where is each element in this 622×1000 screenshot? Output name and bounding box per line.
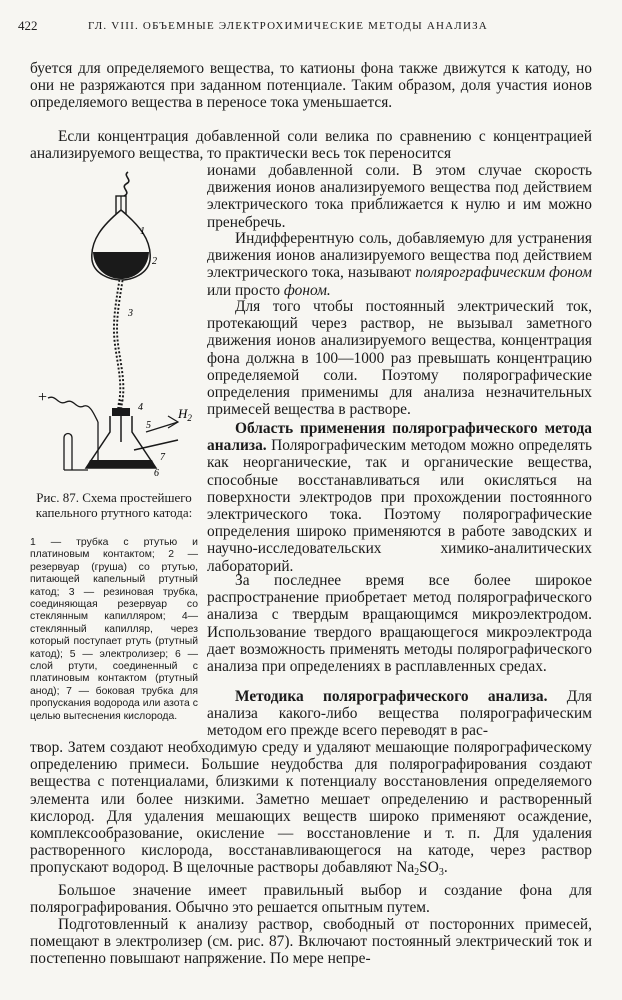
paragraph-concentration-col: ионами добавленной соли. В этом случае скорость движения ионов анализируемого вещества под действием электрического тока приближается к нулю и им можно пренебречь. (207, 162, 592, 231)
paragraph-indifferent-salt (207, 230, 592, 299)
paragraph-concentration: Если концентрация добавленной соли велика по сравнению с концентрацией анализируемого вещества, то практически весь ток переносится (30, 128, 592, 163)
stopper (112, 408, 130, 416)
page-header (18, 18, 604, 38)
h2-label (177, 406, 192, 423)
paragraph-prepared-solution: Подготовленный к анализу раствор, свободный от посторонних примесей, помещают в электролизер (см. рис. 87). Включают постоянный электрический ток и постепенно повышают напряжение. По мере непре- (30, 916, 592, 968)
figure-label-1: 1 (140, 226, 145, 237)
figure-label-5: 5 (146, 420, 151, 431)
paragraph-rotating-electrode: За последнее время все более широкое распространение приобретает метод полярографического анализа с твердым вращающимся микроэлектродом. Использование твердого вращающегося микроэлектрода дает возможность применять методы полярографического анализа при определениях в расплавленных средах. (207, 572, 592, 676)
figure-label-2: 2 (152, 256, 157, 267)
mercury-cathode-figure (28, 170, 200, 490)
figure-label-7: 7 (160, 452, 165, 463)
indifferent-mid: или просто (207, 281, 281, 299)
paragraph-application (207, 420, 592, 575)
term-polarographic-background: полярографическим фоном (415, 264, 592, 282)
h2-subscript: 2 (187, 413, 192, 423)
paragraph-background-choice: Большое значение имеет правильный выбор и создание фона для полярографирования. Обычно это решается опытным путем. (30, 882, 592, 917)
formula-sub-3: 3 (438, 867, 444, 879)
formula-so: SO (419, 859, 439, 877)
paragraph-concentration-ratio: Для того чтобы постоянный электрический ток, протекающий через раствор, не вызывал заметного движения ионов анализируемого вещества, концентрация фона должна в 100—1000 раз превышать концентрацию определяемой соли. Поэтому полярографические определения применимы для анализа незначительных примесей вещества в растворе. (207, 298, 592, 419)
figure-legend: 1 — трубка с ртутью и платиновым контактом; 2 — резервуар (груша) со ртутью, питающей капельный ртутный катод; 3 — резиновая трубка, соединяющая резервуар со стеклянным капилляром; 4—стеклянный капилляр, через который поступает ртуть (ртутный катод); 5 — электролизер; 6 — слой ртути, соединенный с платиновым контактом (ртутный анод); 7 — боковая трубка для пропускания водорода или азота с целью вытеснения кислорода. (30, 537, 198, 722)
heading-application: Область применения полярографического метода анализа. (207, 420, 592, 455)
figure-caption: Рис. 87. Схема простейшего капельного ртутного катода: (35, 490, 193, 520)
term-background: фоном. (283, 281, 331, 299)
running-title: ГЛ. VIII. ОБЪЕМНЫЕ ЭЛЕКТРОХИМИЧЕСКИЕ МЕТОДЫ АНАЛИЗА (88, 20, 488, 32)
paragraph-method-full (30, 739, 592, 877)
figure-label-3: 3 (128, 308, 133, 319)
mercury-layer (86, 460, 156, 468)
formula-sub-2: 2 (414, 867, 420, 879)
paragraph-continued: буется для определяемого вещества, то катионы фона также движутся к катоду, но они не разряжаются при заданном потенциале. Таким образом, доля участия ионов определяемого вещества в переносе тока уменьшается. (30, 60, 592, 112)
coil-wire (48, 397, 98, 422)
indifferent-text: Индифферентную соль, добавляемую для устранения движения ионов анализируемого вещества под действием электрического тока, называют (207, 230, 592, 282)
paragraph-method-col (207, 688, 592, 740)
application-text: Полярографическим методом можно определять как неорганические, так и органические вещества, способные восстанавливаться или окисляться на поверхности электродов при прохождении постоянного электрического тока. Поэтому полярографические определения широко применяются в работе заводских и научно-исследовательских химико-аналитических лабораторий. (207, 437, 592, 575)
heading-method: Методика полярографического анализа. (235, 688, 548, 705)
figure-label-4: 4 (138, 402, 143, 413)
suspension-wire (124, 172, 129, 196)
figure-label-6: 6 (154, 468, 159, 479)
formula-end: . (443, 859, 448, 877)
plus-sign: + (38, 389, 48, 406)
method-full-text: твор. Затем создают необходимую среду и удаляют мешающие полярографическому определению примеси. Большие неудобства для полярографирования создают вещества с потенциалами, близкими к потенциалу восстановления определяемого элемента или более низкими. Заметно мешает определению и растворенный кислород. Для удаления мешающих веществ широко применяют осаждение, комплексообразование, окисление — восстановление и т. п. Для удаления растворенного кислорода, восстанавливающегося на катоде, через раствор пропускают водород. В щелочные растворы добавляют Na (30, 739, 592, 877)
page-number: 422 (18, 18, 38, 33)
h2-letter: H (178, 406, 188, 421)
method-col-text: Для анализа какого-либо вещества полярографическим методом его прежде всего переводят в рас- (207, 688, 592, 740)
